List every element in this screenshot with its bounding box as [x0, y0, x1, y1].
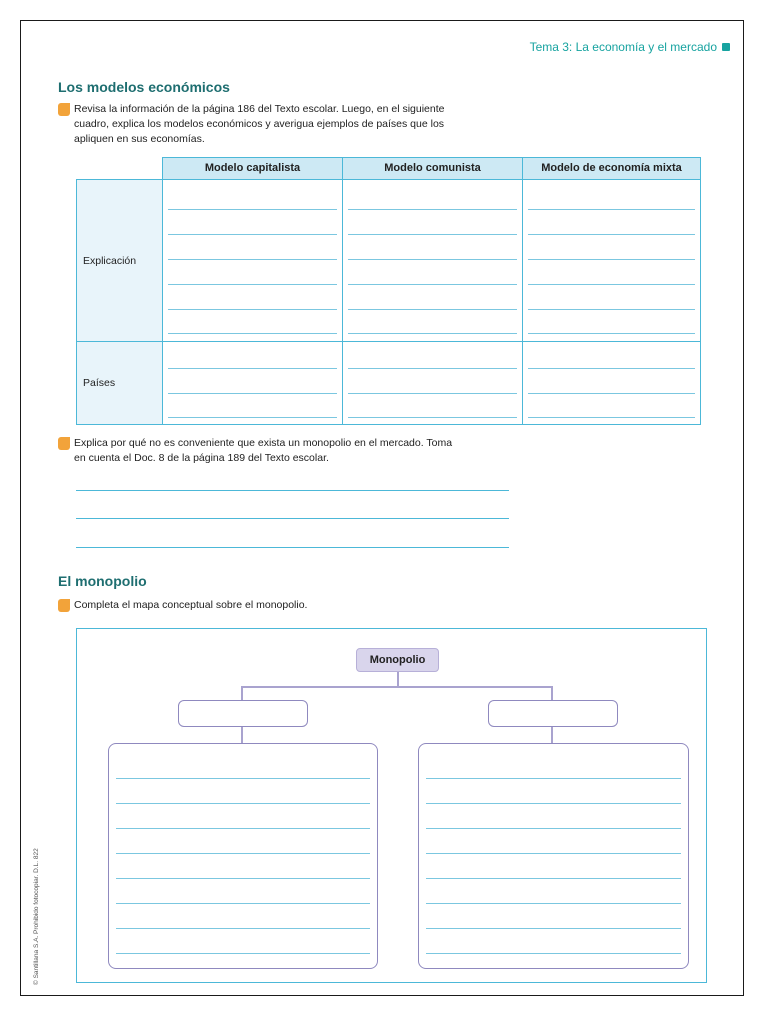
- writing-line: [528, 393, 695, 394]
- activity-bullet-icon: [58, 103, 70, 116]
- writing-line: [528, 234, 695, 235]
- writing-line: [426, 928, 681, 929]
- section-title-monopolio: El monopolio: [58, 573, 147, 589]
- writing-line: [348, 368, 517, 369]
- writing-line: [426, 828, 681, 829]
- writing-line: [426, 878, 681, 879]
- concept-map-left-node[interactable]: [178, 700, 308, 727]
- writing-line: [348, 234, 517, 235]
- writing-line: [426, 853, 681, 854]
- writing-line: [168, 393, 337, 394]
- writing-line: [116, 853, 370, 854]
- connector-line: [397, 672, 399, 687]
- writing-line: [426, 803, 681, 804]
- answer-cell-comunista-explicacion[interactable]: [342, 179, 523, 342]
- writing-line: [528, 259, 695, 260]
- writing-line: [348, 333, 517, 334]
- activity-1: [58, 102, 444, 147]
- writing-line: [528, 209, 695, 210]
- activity-bullet-icon: [58, 437, 70, 450]
- writing-line: [168, 284, 337, 285]
- connector-line: [241, 727, 243, 744]
- copyright-notice: © Santillana S.A. Prohibido fotocopiar. D.L. 822: [33, 848, 40, 985]
- writing-line: [528, 333, 695, 334]
- writing-line: [116, 878, 370, 879]
- writing-line: [168, 333, 337, 334]
- writing-line: [528, 417, 695, 418]
- row-label-explicacion: Explicación: [76, 179, 163, 342]
- column-header-capitalista: Modelo capitalista: [162, 157, 343, 180]
- column-header-mixta: Modelo de economía mixta: [522, 157, 701, 180]
- row-label-paises: Países: [76, 341, 163, 425]
- writing-line: [528, 309, 695, 310]
- concept-map-left-box[interactable]: [108, 743, 378, 969]
- activity-bullet-icon: [58, 599, 70, 612]
- writing-line: [116, 828, 370, 829]
- writing-line: [168, 209, 337, 210]
- writing-line: [348, 393, 517, 394]
- writing-line: [168, 309, 337, 310]
- activity-2-text: [74, 436, 452, 466]
- activity-3-text: Completa el mapa conceptual sobre el monopolio.: [74, 599, 308, 611]
- answer-cell-capitalista-explicacion[interactable]: [162, 179, 343, 342]
- connector-line: [551, 727, 553, 744]
- writing-line: [348, 417, 517, 418]
- connector-line: [241, 686, 553, 688]
- activity-1-text: [74, 102, 444, 147]
- connector-line: [551, 686, 553, 701]
- concept-map-root-node: Monopolio: [356, 648, 439, 672]
- concept-map-right-node[interactable]: [488, 700, 618, 727]
- connector-line: [241, 686, 243, 701]
- writing-line: [348, 309, 517, 310]
- writing-line: [168, 234, 337, 235]
- answer-cell-mixta-paises[interactable]: [522, 341, 701, 425]
- writing-line: [116, 803, 370, 804]
- writing-line: [168, 368, 337, 369]
- writing-line: [348, 259, 517, 260]
- section-title-modelos: Los modelos económicos: [58, 79, 230, 95]
- activity-2: [58, 436, 452, 466]
- writing-line: [528, 368, 695, 369]
- activity-2-line: en cuenta el Doc. 8 de la página 189 del Texto escolar.: [74, 452, 329, 464]
- topic-header: [530, 40, 730, 54]
- writing-line: [116, 903, 370, 904]
- square-bullet-icon: [722, 43, 730, 51]
- writing-line: [348, 284, 517, 285]
- writing-line: [426, 903, 681, 904]
- activity-1-line: apliquen en sus economías.: [74, 133, 205, 145]
- writing-line: [528, 284, 695, 285]
- concept-map-right-box[interactable]: [418, 743, 689, 969]
- answer-cell-mixta-explicacion[interactable]: [522, 179, 701, 342]
- activity-1-line: Revisa la información de la página 186 del Texto escolar. Luego, en el siguiente: [74, 103, 445, 115]
- answer-line[interactable]: [76, 547, 509, 548]
- answer-line[interactable]: [76, 518, 509, 519]
- writing-line: [168, 417, 337, 418]
- activity-1-line: cuadro, explica los modelos económicos y averigua ejemplos de países que los: [74, 118, 445, 130]
- activity-2-line: Explica por qué no es conveniente que exista un monopolio en el mercado. Toma: [74, 437, 453, 449]
- writing-line: [426, 953, 681, 954]
- writing-line: [426, 778, 681, 779]
- answer-cell-capitalista-paises[interactable]: [162, 341, 343, 425]
- writing-line: [116, 953, 370, 954]
- answer-cell-comunista-paises[interactable]: [342, 341, 523, 425]
- writing-line: [116, 778, 370, 779]
- writing-line: [116, 928, 370, 929]
- activity-3: [58, 598, 307, 613]
- column-header-comunista: Modelo comunista: [342, 157, 523, 180]
- answer-line[interactable]: [76, 490, 509, 491]
- writing-line: [168, 259, 337, 260]
- topic-title: Tema 3: La economía y el mercado: [529, 40, 717, 54]
- writing-line: [348, 209, 517, 210]
- models-table: [76, 157, 701, 425]
